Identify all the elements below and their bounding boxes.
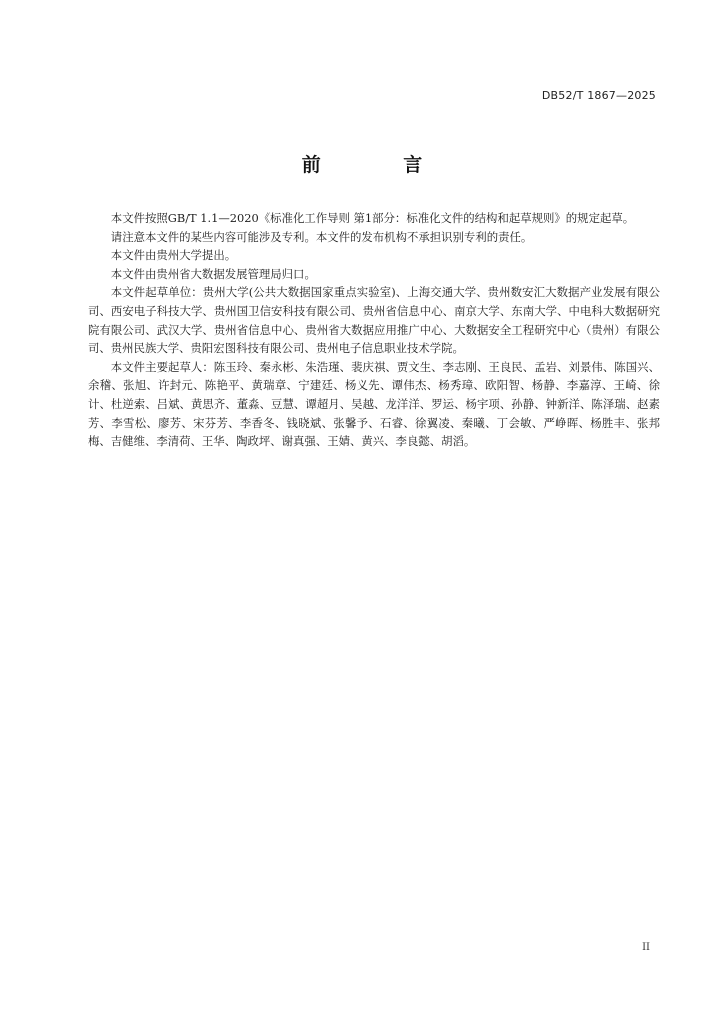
paragraph-drafting-basis: 本文件按照GB/T 1.1—2020《标准化工作导则 第1部分：标准化文件的结构和起草规则》的规定起草。	[110, 211, 635, 225]
page-number: II	[642, 942, 650, 953]
foreword-body	[88, 209, 660, 451]
section-title-foreword: 前 言	[301, 154, 461, 176]
document-code: DB52/T 1867—2025	[541, 89, 656, 102]
paragraph-drafting-units: 本文件起草单位：贵州大学(公共大数据国家重点实验室)、上海交通大学、贵州数安汇大数据产业发展有限公司、西安电子科技大学、贵州国卫信安科技有限公司、贵州省信息中心、南京大学、东南大学、中电科大数据研究院有限公司、武汉大学、贵州省信息中心、贵州省大数据应用推广中心、大数据安全工程研究中心（贵州）有限公司、贵州民族大学、贵阳宏图科技有限公司、贵州电子信息职业技术学院。	[88, 285, 660, 356]
paragraph-main-drafters: 本文件主要起草人：陈玉玲、秦永彬、朱浩瑾、裴庆祺、贾文生、李志刚、王良民、孟岩、刘景伟、陈国兴、余稽、张旭、许封元、陈艳平、黄瑞章、宁建廷、杨义先、谭伟杰、杨秀璋、欧阳智、杨静、李嘉淳、王崎、徐计、杜逆索、吕斌、黄思齐、董淼、豆慧、谭超月、吴越、龙洋洋、罗运、杨宇项、孙静、钟新洋、陈泽瑞、赵素芳、李雪松、廖芳、宋芬芳、李香冬、钱晓斌、张馨予、石睿、徐翼凌、秦曦、丁会敏、严峥晖、杨胜丰、张邦梅、吉健维、李清荷、王华、陶政坪、谢真强、王婧、黄兴、李良懿、胡滔。	[88, 359, 660, 449]
paragraph-proposer: 本文件由贵州大学提出。	[110, 248, 237, 263]
paragraph-patent-notice: 请注意本文件的某些内容可能涉及专利。本文件的发布机构不承担识别专利的责任。	[110, 229, 533, 244]
paragraph-administrator: 本文件由贵州省大数据发展管理局归口。	[110, 266, 316, 281]
